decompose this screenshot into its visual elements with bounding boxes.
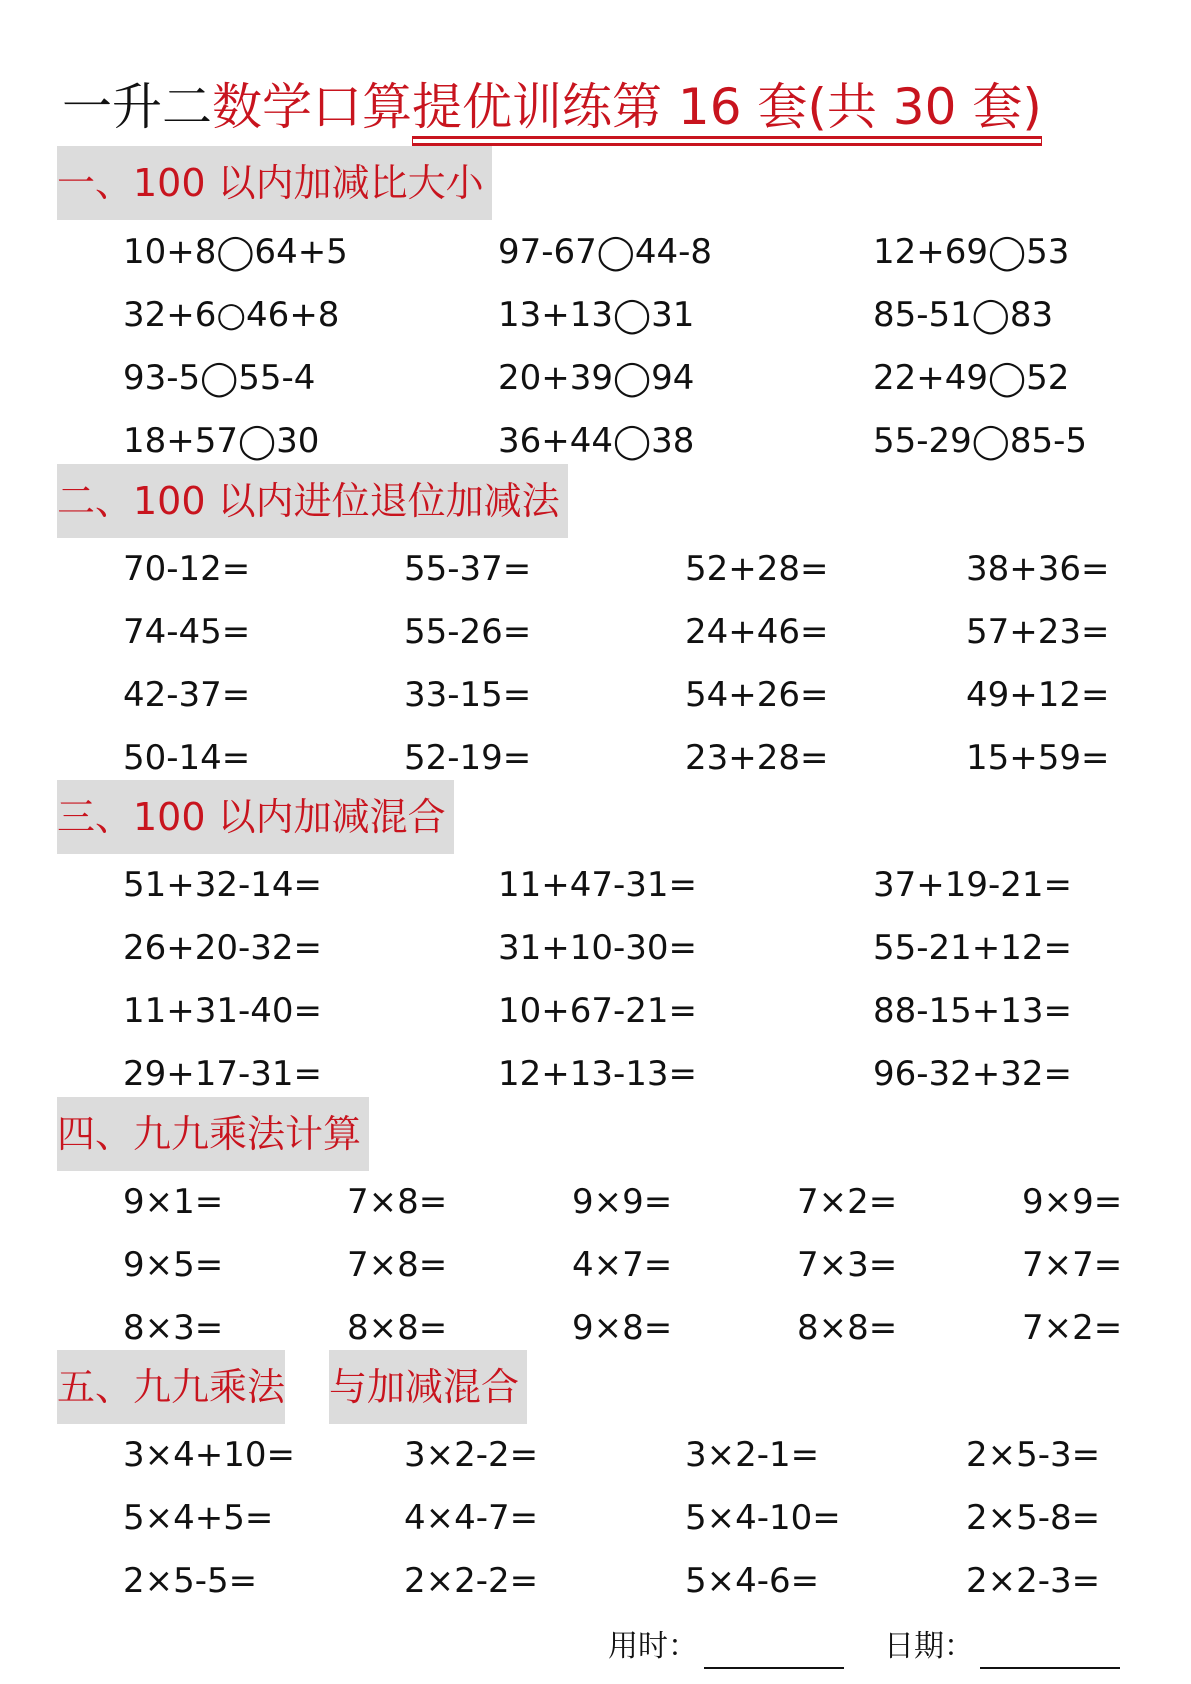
- problem: 5×4+5=: [123, 1498, 274, 1538]
- problem: 36+44◯38: [498, 421, 695, 461]
- section-2-heading: 二、100 以内进位退位加减法: [57, 464, 568, 538]
- problem: 49+12=: [966, 675, 1110, 715]
- problem: 31+10-30=: [498, 928, 698, 968]
- problem: 5×4-6=: [685, 1561, 820, 1601]
- problem: 38+36=: [966, 549, 1110, 589]
- problem: 8×3=: [123, 1308, 224, 1348]
- section-4-row-2: [0, 1243, 1191, 1287]
- section-5-heading-part-a: 五、九九乘法: [57, 1365, 286, 1409]
- problem: 9×8=: [572, 1308, 673, 1348]
- problem: 7×2=: [797, 1182, 898, 1222]
- title-subject: 数学口算: [212, 78, 412, 136]
- problem: 70-12=: [123, 549, 251, 589]
- title-set: 提优训练第 16 套(共 30 套): [412, 78, 1042, 139]
- section-5-heading-part-b: 与加减混合: [329, 1365, 520, 1409]
- time-used-field[interactable]: [608, 1625, 844, 1669]
- problem: 7×2=: [1022, 1308, 1123, 1348]
- problem: 13+13◯31: [498, 295, 695, 335]
- section-3-heading: 三、100 以内加减混合: [57, 780, 454, 854]
- problem: 18+57◯30: [123, 421, 320, 461]
- problem: 9×9=: [1022, 1182, 1123, 1222]
- section-5-row-3: [0, 1559, 1191, 1603]
- section-5-row-1: [0, 1433, 1191, 1477]
- section-2-row-4: [0, 736, 1191, 780]
- problem: 88-15+13=: [873, 991, 1073, 1031]
- date-label: 日期：: [884, 1629, 974, 1664]
- problem: 7×8=: [347, 1245, 448, 1285]
- problem: 97-67◯44-8: [498, 232, 713, 272]
- section-5-row-2: [0, 1496, 1191, 1540]
- section-1-row-1: [0, 230, 1191, 274]
- problem: 11+47-31=: [498, 865, 698, 905]
- problem: 42-37=: [123, 675, 251, 715]
- page-title: [62, 72, 1142, 142]
- section-1-row-4: [0, 419, 1191, 463]
- section-4-row-3: [0, 1306, 1191, 1350]
- section-4-row-1: [0, 1180, 1191, 1224]
- problem: 55-29◯85-5: [873, 421, 1088, 461]
- problem: 54+26=: [685, 675, 829, 715]
- problem: 8×8=: [347, 1308, 448, 1348]
- problem: 55-37=: [404, 549, 532, 589]
- section-2-row-2: [0, 610, 1191, 654]
- problem: 50-14=: [123, 738, 251, 778]
- problem: 10+8◯64+5: [123, 232, 348, 272]
- section-3-row-2: [0, 926, 1191, 970]
- problem: 7×3=: [797, 1245, 898, 1285]
- section-5-heading: [57, 1350, 527, 1424]
- problem: 55-26=: [404, 612, 532, 652]
- date-blank[interactable]: [980, 1633, 1120, 1669]
- problem: 52+28=: [685, 549, 829, 589]
- problem: 55-21+12=: [873, 928, 1073, 968]
- section-2-row-3: [0, 673, 1191, 717]
- problem: 24+46=: [685, 612, 829, 652]
- problem: 9×1=: [123, 1182, 224, 1222]
- problem: 12+69◯53: [873, 232, 1070, 272]
- heading-gap: [285, 1350, 329, 1424]
- time-used-label: 用时：: [608, 1629, 698, 1664]
- title-grade: 一升二: [62, 78, 212, 136]
- problem: 51+32-14=: [123, 865, 323, 905]
- problem: 2×5-8=: [966, 1498, 1101, 1538]
- problem: 15+59=: [966, 738, 1110, 778]
- problem: 2×2-3=: [966, 1561, 1101, 1601]
- problem: 10+67-21=: [498, 991, 698, 1031]
- time-used-blank[interactable]: [704, 1633, 844, 1669]
- date-field[interactable]: [884, 1625, 1120, 1669]
- section-2-row-1: [0, 547, 1191, 591]
- problem: 5×4-10=: [685, 1498, 841, 1538]
- problem: 93-5◯55-4: [123, 358, 316, 398]
- section-1-row-3: [0, 356, 1191, 400]
- problem: 26+20-32=: [123, 928, 323, 968]
- problem: 12+13-13=: [498, 1054, 698, 1094]
- problem: 9×9=: [572, 1182, 673, 1222]
- problem: 57+23=: [966, 612, 1110, 652]
- problem: 3×4+10=: [123, 1435, 295, 1475]
- problem: 2×5-3=: [966, 1435, 1101, 1475]
- section-3-row-4: [0, 1052, 1191, 1096]
- problem: 7×8=: [347, 1182, 448, 1222]
- problem: 32+6○46+8: [123, 295, 340, 335]
- problem: 20+39◯94: [498, 358, 695, 398]
- problem: 2×5-5=: [123, 1561, 258, 1601]
- problem: 3×2-1=: [685, 1435, 820, 1475]
- problem: 3×2-2=: [404, 1435, 539, 1475]
- problem: 52-19=: [404, 738, 532, 778]
- section-4-heading: 四、九九乘法计算: [57, 1097, 369, 1171]
- problem: 9×5=: [123, 1245, 224, 1285]
- section-1-row-2: [0, 293, 1191, 337]
- problem: 2×2-2=: [404, 1561, 539, 1601]
- section-3-row-1: [0, 863, 1191, 907]
- problem: 33-15=: [404, 675, 532, 715]
- section-1-heading: 一、100 以内加减比大小: [57, 146, 492, 220]
- problem: 11+31-40=: [123, 991, 323, 1031]
- problem: 22+49◯52: [873, 358, 1070, 398]
- problem: 4×7=: [572, 1245, 673, 1285]
- problem: 4×4-7=: [404, 1498, 539, 1538]
- problem: 37+19-21=: [873, 865, 1073, 905]
- problem: 85-51◯83: [873, 295, 1054, 335]
- problem: 29+17-31=: [123, 1054, 323, 1094]
- problem: 23+28=: [685, 738, 829, 778]
- section-3-row-3: [0, 989, 1191, 1033]
- problem: 7×7=: [1022, 1245, 1123, 1285]
- problem: 8×8=: [797, 1308, 898, 1348]
- problem: 74-45=: [123, 612, 251, 652]
- problem: 96-32+32=: [873, 1054, 1073, 1094]
